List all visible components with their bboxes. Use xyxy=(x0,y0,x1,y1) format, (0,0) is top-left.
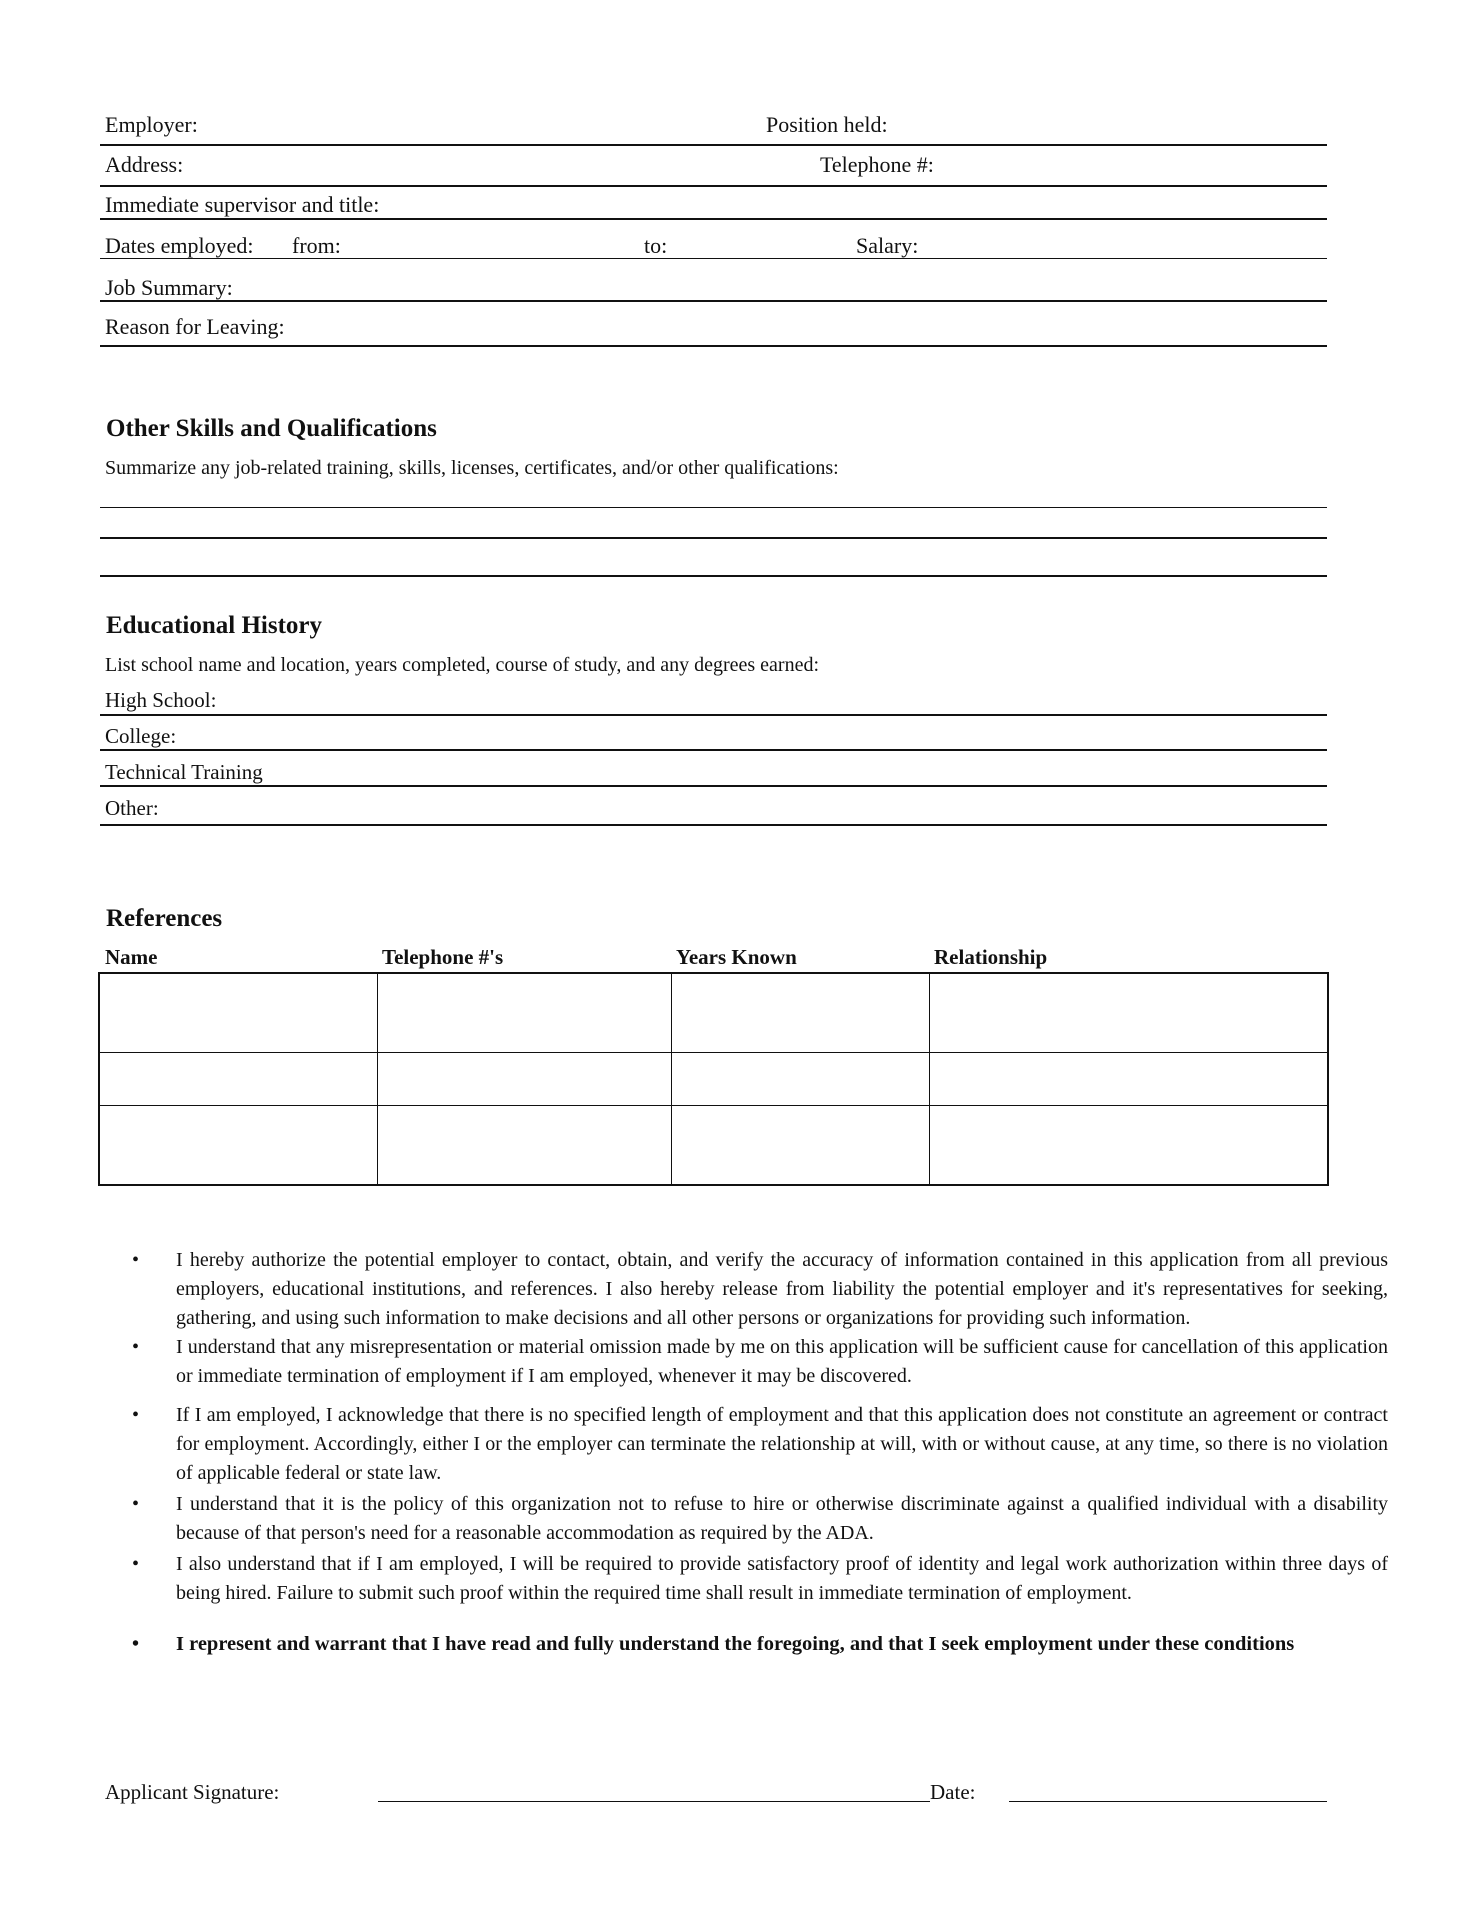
telephone-label: Telephone #: xyxy=(820,152,934,177)
ref-name-cell[interactable] xyxy=(99,973,377,1053)
term-text: I represent and warrant that I have read and fully understand the foregoing, and that I seek employment under these conditions xyxy=(176,1633,1295,1655)
salary-label: Salary: xyxy=(856,233,919,258)
term-text: I understand that any misrepresentation or material omission made by me on this application will be sufficient cause for cancellation of this application or immediate termination of employment if I am employed, whenever it may be discovered. xyxy=(176,1336,1388,1387)
ref-relationship-cell[interactable] xyxy=(929,1106,1328,1186)
ref-relationship-cell[interactable] xyxy=(929,1053,1328,1106)
dates-line[interactable] xyxy=(100,258,1327,259)
list-item xyxy=(106,1550,1388,1608)
to-label: to: xyxy=(644,233,668,258)
bullet-icon: • xyxy=(132,1633,140,1655)
ref-col-years-known: Years Known xyxy=(676,945,797,969)
bullet-icon: • xyxy=(132,1249,140,1271)
terms-list xyxy=(106,1246,1388,1659)
signature-line[interactable] xyxy=(378,1801,930,1802)
term-text: I hereby authorize the potential employer to contact, obtain, and verify the accuracy of information contained in this application from all previous employers, educational institutions, and references. I also hereby release from liability the potential employer and it's representatives for seeking, gathering, and using such information to make decisions and all other persons or organizations for providing such information. xyxy=(176,1249,1388,1329)
term-text: If I am employed, I acknowledge that there is no specified length of employment and that this application does not constitute an agreement or contract for employment. Accordingly, either I or the employer can terminate the relationship at will, with or without cause, at any time, so there is no violation of applicable federal or state law. xyxy=(176,1404,1388,1484)
reason-leaving-line[interactable] xyxy=(100,345,1327,347)
supervisor-line[interactable] xyxy=(100,218,1327,220)
college-label: College: xyxy=(105,724,177,748)
bullet-icon: • xyxy=(132,1404,140,1426)
ref-name-cell[interactable] xyxy=(99,1106,377,1186)
ref-name-cell[interactable] xyxy=(99,1053,377,1106)
term-text: I understand that it is the policy of this organization not to refuse to hire or otherwise discriminate against a qualified individual with a disability because of that person's need for a reasonable accommodation as required by the ADA. xyxy=(176,1493,1388,1544)
list-item xyxy=(106,1401,1388,1488)
ref-telephone-cell[interactable] xyxy=(377,1106,671,1186)
high-school-line[interactable] xyxy=(100,714,1327,716)
ref-col-relationship: Relationship xyxy=(934,945,1048,969)
other-education-label: Other: xyxy=(105,796,159,820)
list-item xyxy=(106,1490,1388,1548)
ref-telephone-cell[interactable] xyxy=(377,973,671,1053)
list-item xyxy=(106,1333,1388,1391)
table-row xyxy=(99,1053,1328,1106)
term-text: I also understand that if I am employed, I will be required to provide satisfactory proof of identity and legal work authorization within three days of being hired. Failure to submit such proof within the required time shall result in immediate termination of employment. xyxy=(176,1553,1388,1604)
employer-line[interactable] xyxy=(100,144,1327,146)
ref-col-name: Name xyxy=(105,945,158,969)
skills-line-3[interactable] xyxy=(100,575,1327,577)
table-row xyxy=(99,973,1328,1053)
reason-leaving-label: Reason for Leaving: xyxy=(105,314,285,339)
bullet-icon: • xyxy=(132,1553,140,1575)
job-summary-label: Job Summary: xyxy=(105,275,233,300)
technical-training-label: Technical Training xyxy=(105,760,263,784)
education-heading: Educational History xyxy=(106,612,322,639)
list-item xyxy=(106,1246,1388,1333)
list-item xyxy=(106,1630,1388,1659)
ref-col-telephone: Telephone #'s xyxy=(382,945,504,969)
references-heading: References xyxy=(106,905,223,932)
technical-training-line[interactable] xyxy=(100,785,1327,787)
skills-line-2[interactable] xyxy=(100,537,1327,539)
supervisor-label: Immediate supervisor and title: xyxy=(105,192,380,217)
ref-telephone-cell[interactable] xyxy=(377,1053,671,1106)
college-line[interactable] xyxy=(100,749,1327,751)
skills-line-1[interactable] xyxy=(100,507,1327,508)
ref-years-cell[interactable] xyxy=(671,1106,929,1186)
address-line[interactable] xyxy=(100,185,1327,187)
ref-relationship-cell[interactable] xyxy=(929,973,1328,1053)
high-school-label: High School: xyxy=(105,688,217,712)
bullet-icon: • xyxy=(132,1336,140,1358)
table-row xyxy=(99,1106,1328,1186)
skills-heading: Other Skills and Qualifications xyxy=(106,415,437,442)
date-line[interactable] xyxy=(1009,1801,1327,1802)
dates-employed-label: Dates employed: xyxy=(105,233,254,258)
references-table xyxy=(98,972,1329,1186)
other-education-line[interactable] xyxy=(100,824,1327,826)
bullet-icon: • xyxy=(132,1493,140,1515)
from-label: from: xyxy=(292,233,341,258)
ref-years-cell[interactable] xyxy=(671,1053,929,1106)
date-label: Date: xyxy=(930,1780,976,1804)
employer-label: Employer: xyxy=(105,112,198,137)
education-instructions: List school name and location, years completed, course of study, and any degrees earned: xyxy=(105,654,820,676)
ref-years-cell[interactable] xyxy=(671,973,929,1053)
job-summary-line[interactable] xyxy=(100,300,1327,302)
address-label: Address: xyxy=(105,152,184,177)
skills-instructions: Summarize any job-related training, skills, licenses, certificates, and/or other qualifications: xyxy=(105,457,839,479)
applicant-signature-label: Applicant Signature: xyxy=(105,1780,280,1804)
position-held-label: Position held: xyxy=(766,112,888,137)
